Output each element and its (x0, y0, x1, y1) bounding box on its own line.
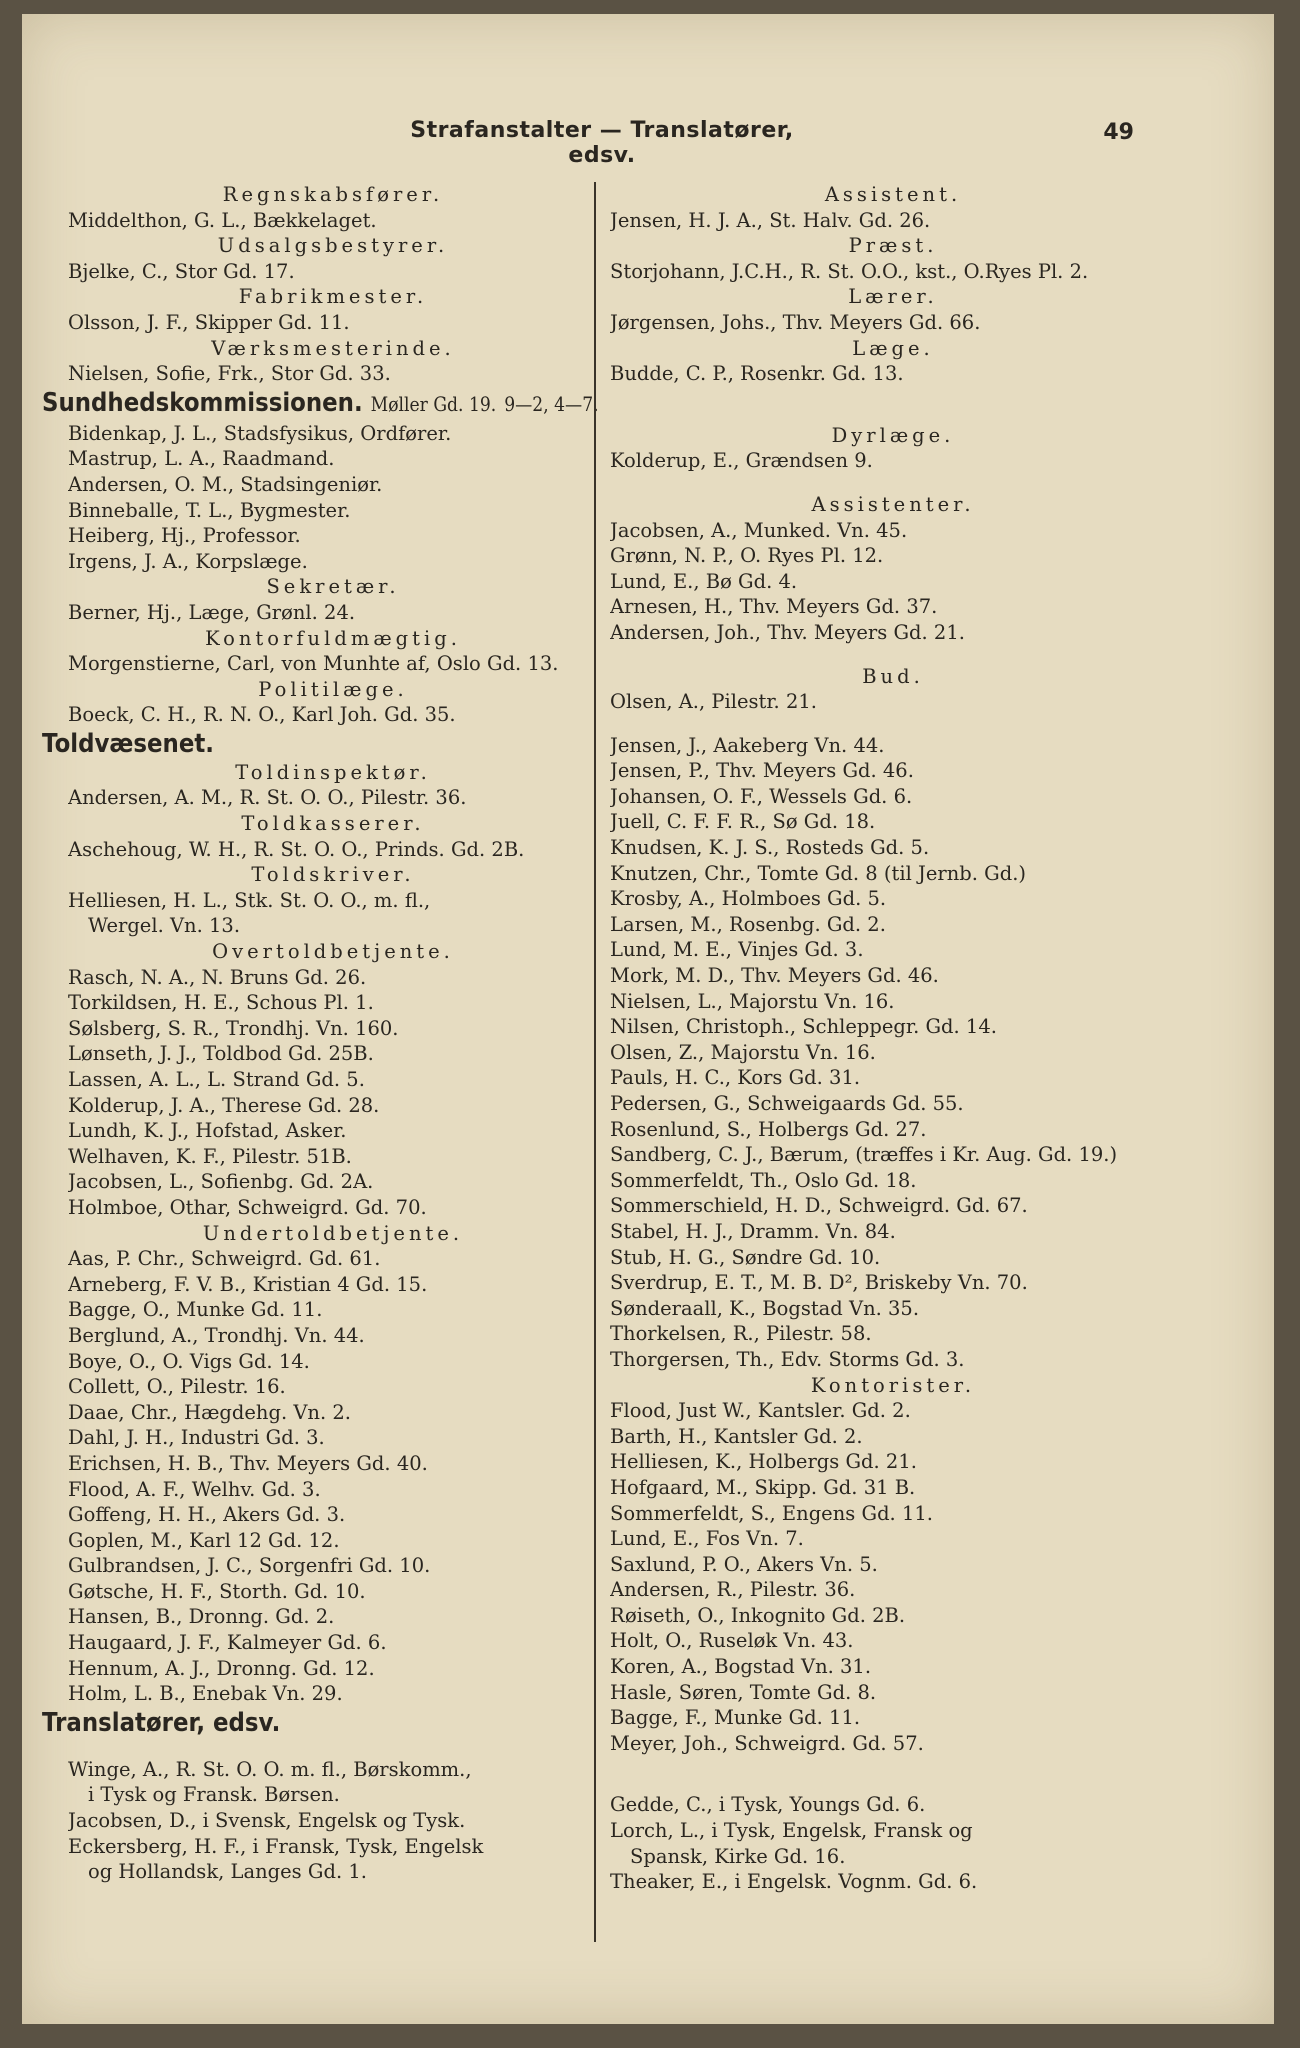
directory-entry: Sommerschield, H. D., Schweigrd. Gd. 67. (610, 1194, 1028, 1218)
role-heading: Assistent. (824, 183, 962, 206)
directory-entry: Berglund, A., Trondhj. Vn. 44. (68, 1323, 365, 1347)
role-heading: Lærer. (848, 285, 938, 309)
directory-entry: Jensen, H. J. A., St. Halv. Gd. 26. (610, 208, 931, 232)
directory-entry: Winge, A., R. St. O. O. m. fl., Børskomm., (68, 1757, 472, 1781)
directory-entry: Jacobsen, L., Sofienbg. Gd. 2A. (68, 1170, 374, 1194)
directory-entry: Arnesen, H., Thv. Meyers Gd. 37. (610, 595, 938, 619)
role-heading: Værksmesterinde. (211, 336, 455, 360)
directory-entry: Olsson, J. F., Skipper Gd. 11. (68, 310, 350, 334)
role-heading: Kontorister. (810, 1373, 976, 1397)
role-heading: Dyrlæge. (831, 423, 955, 447)
directory-entry: Sverdrup, E. T., M. B. D², Briskeby Vn. 70. (610, 1271, 1028, 1295)
directory-entry: Berner, Hj., Læge, Grønl. 24. (68, 600, 356, 624)
running-title: Strafanstalter — Translatører, edsv. (410, 118, 794, 168)
directory-entry: Gøtsche, H. F., Storth. Gd. 10. (68, 1579, 366, 1603)
directory-entry: Rasch, N. A., N. Bruns Gd. 26. (68, 965, 367, 989)
directory-entry: Thorgersen, Th., Edv. Storms Gd. 3. (610, 1347, 965, 1371)
right-column (594, 182, 1176, 1942)
role-heading: Fabrikmester. (238, 285, 428, 309)
directory-entry: Lassen, A. L., L. Strand Gd. 5. (68, 1068, 365, 1091)
directory-entry: Nilsen, Christoph., Schleppegr. Gd. 14. (610, 1015, 997, 1039)
directory-entry: Hennum, A. J., Dronng. Gd. 12. (68, 1656, 375, 1680)
directory-entry: Hansen, B., Dronng. Gd. 2. (68, 1605, 335, 1629)
directory-entry: Aschehoug, W. H., R. St. O. O., Prinds. Gd. 2B. (68, 837, 525, 861)
directory-entry: Bagge, F., Munke Gd. 11. (610, 1706, 861, 1730)
directory-entry: Spansk, Kirke Gd. 16. (630, 1844, 846, 1868)
role-heading: Bud. (862, 664, 924, 688)
directory-entry: Middelthon, G. L., Bækkelaget. (68, 208, 377, 232)
directory-entry: Pauls, H. C., Kors Gd. 31. (610, 1066, 861, 1090)
directory-entry: Sandberg, C. J., Bærum, (træffes i Kr. Aug. Gd. 19.) (610, 1143, 1118, 1167)
directory-entry: Sommerfeldt, Th., Oslo Gd. 18. (610, 1168, 917, 1192)
directory-entry: Storjohann, J.C.H., R. St. O.O., kst., O.Ryes Pl. 2. (610, 259, 1089, 283)
role-heading: Regnskabsfører. (222, 183, 444, 206)
spacer (610, 387, 1176, 405)
directory-entry: Helliesen, K., Holbergs Gd. 21. (610, 1450, 917, 1474)
directory-entry: Lorch, L., i Tysk, Engelsk, Fransk og (610, 1819, 973, 1843)
role-heading: Politilæge. (258, 677, 408, 701)
directory-entry: Lundh, K. J., Hofstad, Asker. (68, 1119, 347, 1143)
role-heading: Udsalgsbestyrer. (217, 234, 449, 258)
spacer (68, 1739, 598, 1757)
spacer (610, 1774, 1176, 1792)
directory-entry: Knutzen, Chr., Tomte Gd. 8 (til Jernb. Gd.) (610, 861, 1027, 885)
directory-entry: Røiseth, O., Inkognito Gd. 2B. (610, 1603, 906, 1627)
directory-entry: Jensen, J., Aakeberg Vn. 44. (610, 733, 885, 757)
directory-entry: Pedersen, G., Schweigaards Gd. 55. (610, 1092, 964, 1115)
directory-entry: Holt, O., Ruseløk Vn. 43. (610, 1629, 854, 1653)
directory-page (22, 14, 1274, 2024)
directory-entry: Dahl, J. H., Industri Gd. 3. (68, 1426, 325, 1450)
directory-entry: Andersen, O. M., Stadsingeniør. (68, 472, 383, 496)
spacer (610, 646, 1176, 664)
directory-entry: Hasle, Søren, Tomte Gd. 8. (610, 1680, 877, 1704)
directory-entry: Collett, O., Pilestr. 16. (68, 1375, 286, 1399)
directory-entry: Arneberg, F. V. B., Kristian 4 Gd. 15. (68, 1272, 428, 1296)
directory-entry: Kolderup, J. A., Therese Gd. 28. (68, 1093, 380, 1117)
directory-entry: Rosenlund, S., Holbergs Gd. 27. (610, 1117, 927, 1141)
directory-entry: Flood, A. F., Welhv. Gd. 3. (68, 1477, 321, 1501)
directory-entry: Boye, O., O. Vigs Gd. 14. (68, 1349, 310, 1373)
directory-entry: Barth, H., Kantsler Gd. 2. (610, 1424, 863, 1448)
directory-entry: Heiberg, Hj., Professor. (68, 524, 301, 548)
directory-entry: Irgens, J. A., Korpslæge. (68, 549, 308, 573)
section-title: Sundhedskommissionen. (42, 387, 363, 418)
spacer (610, 1756, 1176, 1774)
directory-entry: Nielsen, L., Majorstu Vn. 16. (610, 989, 895, 1013)
directory-entry: Lund, E., Bø Gd. 4. (610, 569, 798, 593)
directory-entry: Erichsen, H. B., Thv. Meyers Gd. 40. (68, 1451, 428, 1475)
directory-entry: Krosby, A., Holmboes Gd. 5. (610, 887, 887, 911)
directory-entry: Hofgaard, M., Skipp. Gd. 31 B. (610, 1475, 916, 1499)
directory-entry: Olsen, A., Pilestr. 21. (610, 690, 817, 714)
left-column (42, 182, 599, 1885)
directory-entry: Andersen, R., Pilestr. 36. (610, 1578, 856, 1602)
directory-entry: Meyer, Joh., Schweigrd. Gd. 57. (610, 1731, 924, 1755)
directory-entry: Theaker, E., i Engelsk. Vognm. Gd. 6. (610, 1870, 978, 1894)
directory-entry: Saxlund, P. O., Akers Vn. 5. (610, 1552, 878, 1576)
directory-entry: Stub, H. G., Søndre Gd. 10. (610, 1245, 881, 1269)
role-heading: Præst. (848, 234, 938, 258)
directory-entry: Lund, M. E., Vinjes Gd. 3. (610, 938, 864, 962)
spacer (610, 405, 1176, 423)
directory-entry: Binneballe, T. L., Bygmester. (68, 498, 351, 522)
section-heading (42, 387, 599, 421)
page-number: 49 (1103, 120, 1134, 145)
directory-entry: Helliesen, H. L., Stk. St. O. O., m. fl., (68, 888, 431, 912)
directory-entry: Stabel, H. J., Dramm. Vn. 84. (610, 1219, 896, 1243)
role-heading: Toldinspektør. (235, 760, 431, 784)
directory-entry: Koren, A., Bogstad Vn. 31. (610, 1655, 872, 1679)
directory-entry: i Tysk og Fransk. Børsen. (88, 1783, 340, 1807)
directory-entry: Holm, L. B., Enebak Vn. 29. (68, 1682, 343, 1706)
role-heading: Sekretær. (266, 575, 400, 599)
directory-entry: Kolderup, E., Grændsen 9. (610, 449, 873, 473)
spacer (610, 715, 1176, 733)
page-header (22, 118, 1274, 168)
directory-entry: Goffeng, H. H., Akers Gd. 3. (68, 1503, 346, 1527)
directory-entry: Haugaard, J. F., Kalmeyer Gd. 6. (68, 1631, 387, 1655)
directory-entry: Bagge, O., Munke Gd. 11. (68, 1298, 323, 1322)
directory-entry: Gulbrandsen, J. C., Sorgenfri Gd. 10. (68, 1554, 431, 1578)
section-address: Møller Gd. 19. (370, 392, 497, 416)
directory-entry: Morgenstierne, Carl, von Munhte af, Oslo Gd. 13. (68, 652, 559, 676)
directory-entry: Jacobsen, A., Munked. Vn. 45. (610, 518, 908, 542)
role-heading: Toldkasserer. (241, 812, 425, 836)
directory-entry: Gedde, C., i Tysk, Youngs Gd. 6. (610, 1793, 926, 1817)
spacer (610, 474, 1176, 492)
directory-entry: Wergel. Vn. 13. (88, 914, 241, 938)
directory-entry: Holmboe, Othar, Schweigrd. Gd. 70. (68, 1195, 427, 1219)
directory-entry: Mastrup, L. A., Raadmand. (68, 447, 335, 471)
directory-entry: og Hollandsk, Langes Gd. 1. (88, 1860, 367, 1884)
directory-entry: Jørgensen, Johs., Thv. Meyers Gd. 66. (610, 310, 981, 334)
section-title: Toldvæsenet. (42, 728, 214, 759)
directory-entry: Flood, Just W., Kantsler. Gd. 2. (610, 1399, 911, 1423)
directory-entry: Grønn, N. P., O. Ryes Pl. 12. (610, 544, 884, 568)
section-heading (42, 1707, 531, 1739)
directory-entry: Olsen, Z., Majorstu Vn. 16. (610, 1040, 876, 1064)
directory-entry: Bidenkap, J. L., Stadsfysikus, Ordfører. (68, 421, 452, 445)
role-heading: Assistenter. (811, 492, 975, 516)
directory-entry: Nielsen, Sofie, Frk., Stor Gd. 33. (68, 362, 391, 386)
role-heading: Overtoldbetjente. (212, 940, 454, 964)
directory-entry: Jacobsen, D., i Svensk, Engelsk og Tysk. (68, 1809, 466, 1833)
directory-entry: Lund, E., Fos Vn. 7. (610, 1527, 804, 1551)
directory-entry: Torkildsen, H. E., Schous Pl. 1. (68, 991, 374, 1015)
directory-entry: Welhaven, K. F., Pilestr. 51B. (68, 1144, 352, 1168)
role-heading: Undertoldbetjente. (202, 1221, 464, 1245)
directory-entry: Juell, C. F. F. R., Sø Gd. 18. (610, 810, 876, 834)
role-heading: Kontorfuldmægtig. (205, 626, 461, 650)
section-title: Translatører, edsv. (42, 1707, 281, 1738)
directory-entry: Sølsberg, S. R., Trondhj. Vn. 160. (68, 1016, 399, 1040)
directory-entry: Goplen, M., Karl 12 Gd. 12. (68, 1528, 340, 1552)
directory-entry: Sønderaall, K., Bogstad Vn. 35. (610, 1296, 920, 1320)
directory-entry: Bjelke, C., Stor Gd. 17. (68, 259, 295, 283)
directory-entry: Lønseth, J. J., Toldbod Gd. 25B. (68, 1042, 374, 1066)
directory-entry: Mork, M. D., Thv. Meyers Gd. 46. (610, 964, 939, 988)
directory-entry: Andersen, A. M., R. St. O. O., Pilestr. 36. (68, 786, 467, 810)
directory-entry: Thorkelsen, R., Pilestr. 58. (610, 1322, 872, 1346)
role-heading: Læge. (852, 336, 934, 360)
directory-entry: Knudsen, K. J. S., Rosteds Gd. 5. (610, 836, 930, 860)
directory-entry: Jensen, P., Thv. Meyers Gd. 46. (610, 759, 914, 783)
directory-entry: Budde, C. P., Rosenkr. Gd. 13. (610, 362, 904, 386)
directory-entry: Aas, P. Chr., Schweigrd. Gd. 61. (68, 1247, 381, 1271)
directory-entry: Daae, Chr., Hægdehg. Vn. 2. (68, 1400, 351, 1424)
office-hours: 9—2, 4—7. (504, 392, 599, 416)
directory-entry: Eckersberg, H. F., i Fransk, Tysk, Engelsk (68, 1834, 484, 1858)
directory-entry: Johansen, O. F., Wessels Gd. 6. (610, 784, 913, 808)
role-heading: Toldskriver. (251, 863, 415, 887)
directory-entry: Boeck, C. H., R. N. O., Karl Joh. Gd. 35. (68, 703, 456, 727)
directory-entry: Sommerfeldt, S., Engens Gd. 11. (610, 1501, 933, 1525)
section-heading (42, 728, 531, 760)
directory-entry: Larsen, M., Rosenbg. Gd. 2. (610, 912, 886, 936)
directory-entry: Andersen, Joh., Thv. Meyers Gd. 21. (610, 620, 965, 644)
